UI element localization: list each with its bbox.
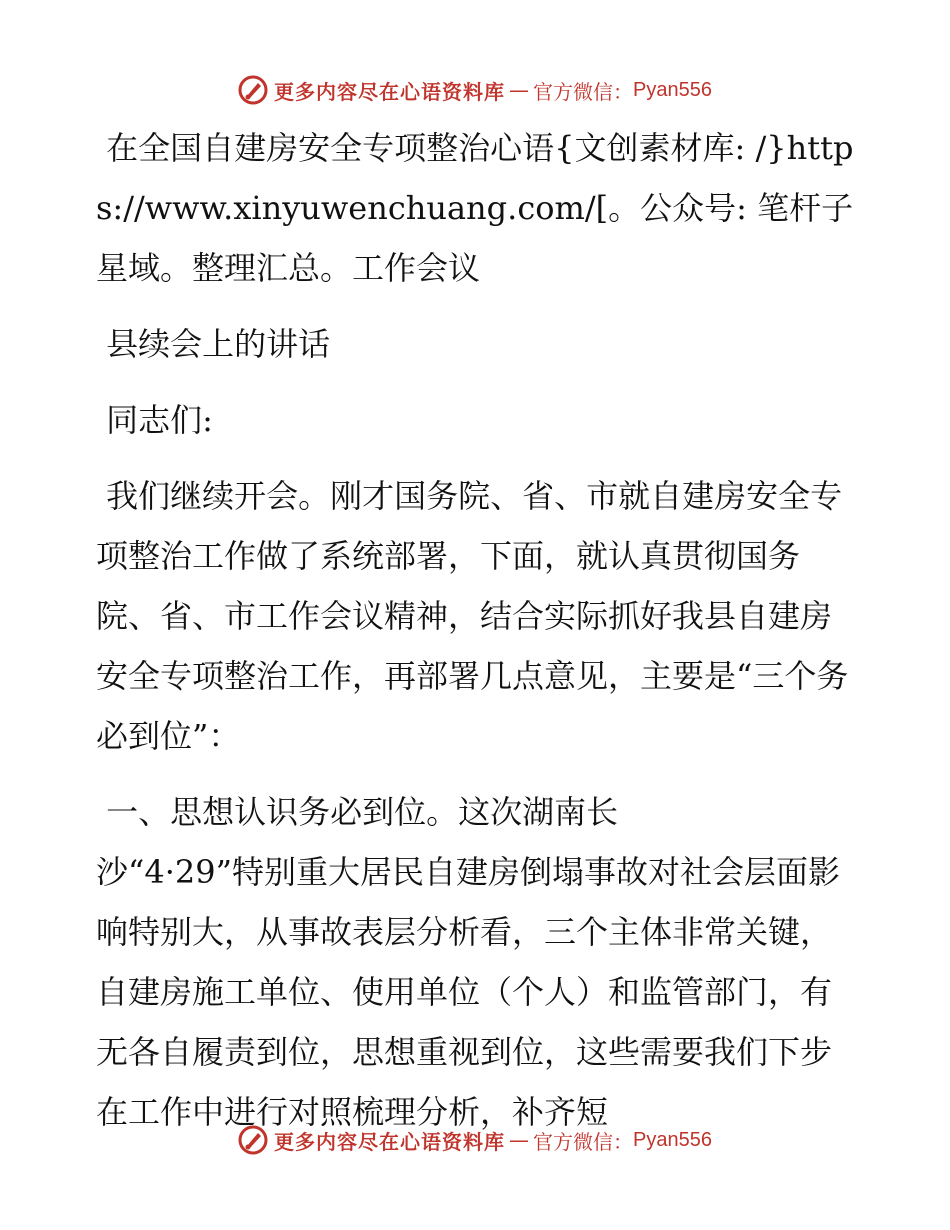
footer-banner xyxy=(0,1120,950,1160)
brush-logo-icon xyxy=(238,1125,268,1155)
paragraph-subtitle: 县续会上的讲话 xyxy=(96,325,331,363)
footer-banner-sub: 官方微信： xyxy=(533,1129,634,1154)
footer-banner-id: Pyan556 xyxy=(633,1128,712,1151)
header-banner xyxy=(0,70,950,110)
document-body xyxy=(96,118,856,1158)
footer-banner-separator: — xyxy=(509,1128,530,1152)
header-banner-id: Pyan556 xyxy=(633,78,712,101)
brush-logo-icon xyxy=(238,75,268,105)
header-banner-sub: 官方微信： xyxy=(533,79,634,104)
paragraph-salutation: 同志们: xyxy=(96,401,213,439)
paragraph-title: 在全国自建房安全专项整治心语{文创素材库: /}https://www.xinyuwenchuang.com/[。公众号: 笔杆子星域。整理汇总。工作会议 xyxy=(96,129,854,287)
footer-banner-text: 更多内容尽在心语资料库 xyxy=(274,1129,506,1154)
paragraph-intro: 我们继续开会。刚才国务院、省、市就自建房安全专项整治工作做了系统部署，下面，就认真贯彻国务院、省、市工作会议精神，结合实际抓好我县自建房安全专项整治工作，再部署几点意见，主要是“三个务必到位”： xyxy=(96,477,849,755)
header-banner-text: 更多内容尽在心语资料库 xyxy=(274,79,506,104)
paragraph-section-one: 一、思想认识务必到位。这次湖南长 沙“4·29”特别重大居民自建房倒塌事故对社会层面影响特别大，从事故表层分析看，三个主体非常关键，自建房施工单位、使用单位（个人）和监管部门，有无各自履责到位，思想重视到位，这些需要我们下步在工作中进行对照梳理分析，补齐短 xyxy=(96,793,840,1131)
header-banner-separator: — xyxy=(509,78,530,102)
